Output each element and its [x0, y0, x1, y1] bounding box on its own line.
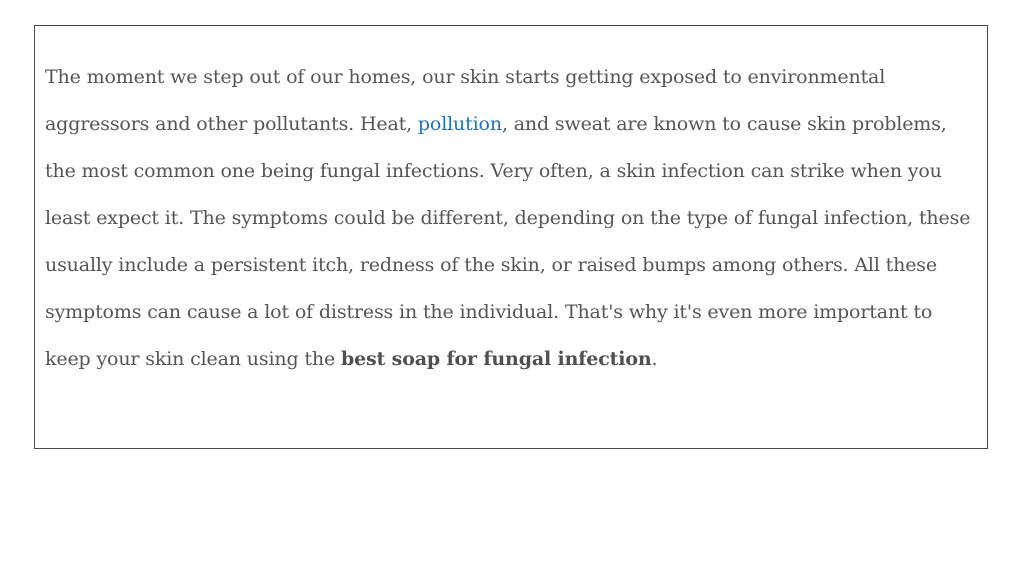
middle-text: , and sweat are known to cause skin problems, the most common one being fungal infections. Very often, a skin infection can strike when you least expect it. The symptoms could be different, depending on the type of fungal infection, these usually include a persistent itch, redness of the skin, or raised bumps among others. All these symptoms can cause a lot of distress in the individual. That's why it's even more important to keep your skin clean using the — [45, 113, 971, 370]
intro-text: The moment we step out of our homes, our skin starts getting exposed to environmental aggressors and other pollutants. Heat, — [45, 66, 886, 135]
bold-keyword: best soap for fungal infection — [340, 348, 652, 370]
pollution-link[interactable]: pollution — [417, 113, 502, 135]
article-paragraph — [45, 54, 983, 383]
article-box — [34, 25, 988, 449]
end-text: . — [651, 348, 658, 370]
